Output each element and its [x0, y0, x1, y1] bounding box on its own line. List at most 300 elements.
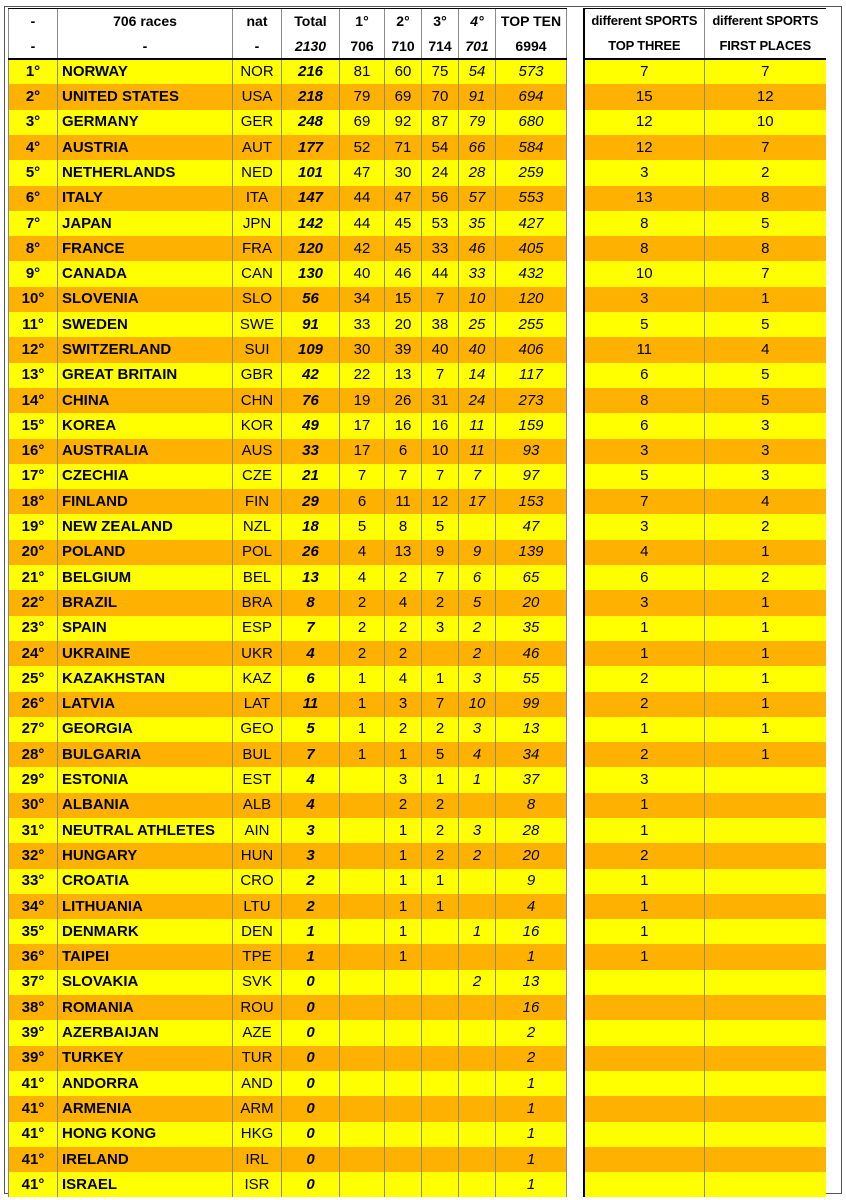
top-ten-cell: 159	[496, 413, 567, 438]
sports-top-three-cell: 6	[584, 413, 705, 438]
rank-cell: 41°	[9, 1096, 58, 1121]
sports-top-three-cell: 3	[584, 160, 705, 185]
rank-cell: 29°	[9, 767, 58, 792]
nat-code: CAN	[233, 261, 282, 286]
third-places-cell: 16	[422, 413, 459, 438]
table-row	[9, 135, 826, 160]
table-row	[9, 236, 826, 261]
third-places-cell: 38	[422, 312, 459, 337]
sports-first-places-cell	[705, 869, 826, 894]
country-name: CROATIA	[58, 869, 233, 894]
fourth-places-cell: 24	[459, 388, 496, 413]
top-ten-cell: 35	[496, 616, 567, 641]
second-places-cell: 4	[385, 590, 422, 615]
total-cell: 2	[282, 869, 340, 894]
fourth-places-cell: 57	[459, 186, 496, 211]
rank-cell: 23°	[9, 616, 58, 641]
table-row	[9, 59, 826, 84]
nat-code: JPN	[233, 211, 282, 236]
column-gap	[567, 1122, 584, 1147]
second-places-cell: 2	[385, 793, 422, 818]
total-cell: 147	[282, 186, 340, 211]
country-name: TAIPEI	[58, 944, 233, 969]
table-row	[9, 641, 826, 666]
third-places-cell	[422, 1071, 459, 1096]
nat-code: TPE	[233, 944, 282, 969]
sports-first-places-cell: 7	[705, 59, 826, 84]
second-places-cell: 13	[385, 363, 422, 388]
country-name: UKRAINE	[58, 641, 233, 666]
table-row	[9, 439, 826, 464]
table-row	[9, 1147, 826, 1172]
total-cell: 0	[282, 1147, 340, 1172]
nat-code: FIN	[233, 489, 282, 514]
total-cell: 8	[282, 590, 340, 615]
total-cell: 7	[282, 616, 340, 641]
fourth-places-cell	[459, 1172, 496, 1197]
sports-first-places-cell	[705, 843, 826, 868]
first-places-cell: 1	[340, 742, 385, 767]
sports-top-three-cell: 3	[584, 590, 705, 615]
sports-first-places-cell	[705, 1071, 826, 1096]
first-places-cell	[340, 970, 385, 995]
first-places-cell	[340, 767, 385, 792]
total-cell: 1	[282, 944, 340, 969]
second-places-cell: 4	[385, 666, 422, 691]
rank-cell: 11°	[9, 312, 58, 337]
fourth-places-cell: 4	[459, 742, 496, 767]
column-gap	[567, 793, 584, 818]
rank-cell: 41°	[9, 1122, 58, 1147]
total-cell: 109	[282, 337, 340, 362]
country-name: SWEDEN	[58, 312, 233, 337]
nat-code: HKG	[233, 1122, 282, 1147]
table-row	[9, 1020, 826, 1045]
top-ten-cell: 1	[496, 944, 567, 969]
rank-cell: 39°	[9, 1020, 58, 1045]
fourth-places-cell: 46	[459, 236, 496, 261]
fourth-places-cell: 11	[459, 439, 496, 464]
column-gap	[567, 590, 584, 615]
rank-cell: 41°	[9, 1172, 58, 1197]
top-ten-cell: 117	[496, 363, 567, 388]
third-places-cell: 56	[422, 186, 459, 211]
rank-cell: 14°	[9, 388, 58, 413]
top-ten-cell: 20	[496, 843, 567, 868]
sports-top-three-cell: 2	[584, 692, 705, 717]
country-name: NEUTRAL ATHLETES	[58, 818, 233, 843]
rank-cell: 32°	[9, 843, 58, 868]
nat-code: ROU	[233, 995, 282, 1020]
sports-first-places-cell: 2	[705, 514, 826, 539]
second-places-cell: 1	[385, 869, 422, 894]
first-places-cell: 1	[340, 666, 385, 691]
column-gap	[567, 34, 584, 59]
country-name: LITHUANIA	[58, 894, 233, 919]
sports-first-places-cell: 2	[705, 565, 826, 590]
third-places-cell: 10	[422, 439, 459, 464]
sports-first-places-cell: 8	[705, 186, 826, 211]
column-gap	[567, 287, 584, 312]
sports-top-three-cell	[584, 1172, 705, 1197]
sports-first-places-cell: 4	[705, 337, 826, 362]
fourth-places-cell: 2	[459, 641, 496, 666]
nat-code: ESP	[233, 616, 282, 641]
country-name: HUNGARY	[58, 843, 233, 868]
sports-first-places-cell	[705, 970, 826, 995]
table-row	[9, 944, 826, 969]
third-places-cell: 1	[422, 894, 459, 919]
sports-top-three-cell: 1	[584, 869, 705, 894]
third-places-cell	[422, 1172, 459, 1197]
country-name: KAZAKHSTAN	[58, 666, 233, 691]
subheader-top-ten: 6994	[496, 34, 567, 59]
table-row	[9, 211, 826, 236]
fourth-places-cell	[459, 1046, 496, 1071]
rank-cell: 4°	[9, 135, 58, 160]
column-gap	[567, 363, 584, 388]
column-gap	[567, 970, 584, 995]
top-ten-cell: 273	[496, 388, 567, 413]
country-name: CHINA	[58, 388, 233, 413]
column-gap	[567, 84, 584, 109]
subheader-first: 706	[340, 34, 385, 59]
country-name: BELGIUM	[58, 565, 233, 590]
second-places-cell: 15	[385, 287, 422, 312]
total-cell: 3	[282, 843, 340, 868]
third-places-cell: 24	[422, 160, 459, 185]
sports-top-three-cell: 13	[584, 186, 705, 211]
sports-top-three-cell: 12	[584, 135, 705, 160]
country-name: ALBANIA	[58, 793, 233, 818]
third-places-cell: 7	[422, 692, 459, 717]
second-places-cell: 3	[385, 767, 422, 792]
total-cell: 76	[282, 388, 340, 413]
total-cell: 142	[282, 211, 340, 236]
third-places-cell: 2	[422, 717, 459, 742]
table-row	[9, 616, 826, 641]
top-ten-cell: 37	[496, 767, 567, 792]
fourth-places-cell: 54	[459, 59, 496, 84]
third-places-cell: 9	[422, 540, 459, 565]
column-gap	[567, 312, 584, 337]
second-places-cell	[385, 995, 422, 1020]
top-ten-cell: 16	[496, 919, 567, 944]
sports-first-places-cell: 5	[705, 211, 826, 236]
total-cell: 0	[282, 1122, 340, 1147]
first-places-cell: 17	[340, 413, 385, 438]
nat-code: POL	[233, 540, 282, 565]
header-total: Total	[282, 9, 340, 34]
header-third: 3°	[422, 9, 459, 34]
sports-top-three-cell: 1	[584, 793, 705, 818]
column-gap	[567, 995, 584, 1020]
fourth-places-cell: 3	[459, 818, 496, 843]
fourth-places-cell: 66	[459, 135, 496, 160]
subheader-nat: -	[233, 34, 282, 59]
rank-cell: 9°	[9, 261, 58, 286]
total-cell: 3	[282, 818, 340, 843]
sports-top-three-cell: 1	[584, 717, 705, 742]
column-gap	[567, 9, 584, 34]
fourth-places-cell: 10	[459, 287, 496, 312]
country-name: SLOVENIA	[58, 287, 233, 312]
second-places-cell: 2	[385, 616, 422, 641]
second-places-cell: 1	[385, 843, 422, 868]
header-rank: -	[9, 9, 58, 34]
third-places-cell	[422, 641, 459, 666]
first-places-cell	[340, 869, 385, 894]
second-places-cell: 30	[385, 160, 422, 185]
fourth-places-cell: 25	[459, 312, 496, 337]
sports-first-places-cell	[705, 818, 826, 843]
table-row	[9, 869, 826, 894]
column-gap	[567, 514, 584, 539]
country-name: BULGARIA	[58, 742, 233, 767]
total-cell: 0	[282, 1096, 340, 1121]
top-ten-cell: 432	[496, 261, 567, 286]
country-name: CZECHIA	[58, 464, 233, 489]
sports-first-places-cell: 1	[705, 616, 826, 641]
country-name: HONG KONG	[58, 1122, 233, 1147]
second-places-cell	[385, 1071, 422, 1096]
subheader-first-places: FIRST PLACES	[705, 34, 826, 59]
sports-first-places-cell: 1	[705, 287, 826, 312]
top-ten-cell: 55	[496, 666, 567, 691]
sports-first-places-cell	[705, 1122, 826, 1147]
third-places-cell: 7	[422, 464, 459, 489]
rank-cell: 13°	[9, 363, 58, 388]
sports-first-places-cell: 5	[705, 363, 826, 388]
sports-first-places-cell: 1	[705, 692, 826, 717]
table-row	[9, 590, 826, 615]
sports-top-three-cell: 3	[584, 767, 705, 792]
sports-top-three-cell: 6	[584, 565, 705, 590]
rank-cell: 34°	[9, 894, 58, 919]
table-row	[9, 489, 826, 514]
table-row	[9, 565, 826, 590]
total-cell: 218	[282, 84, 340, 109]
top-ten-cell: 573	[496, 59, 567, 84]
third-places-cell: 54	[422, 135, 459, 160]
column-gap	[567, 540, 584, 565]
fourth-places-cell: 3	[459, 666, 496, 691]
rank-cell: 36°	[9, 944, 58, 969]
top-ten-cell: 2	[496, 1020, 567, 1045]
second-places-cell: 2	[385, 641, 422, 666]
total-cell: 0	[282, 1046, 340, 1071]
third-places-cell: 87	[422, 110, 459, 135]
table-row	[9, 464, 826, 489]
country-name: SLOVAKIA	[58, 970, 233, 995]
top-ten-cell: 120	[496, 287, 567, 312]
table-row	[9, 843, 826, 868]
fourth-places-cell: 2	[459, 843, 496, 868]
country-name: KOREA	[58, 413, 233, 438]
first-places-cell: 4	[340, 565, 385, 590]
second-places-cell	[385, 1046, 422, 1071]
fourth-places-cell: 9	[459, 540, 496, 565]
table-row	[9, 793, 826, 818]
sports-first-places-cell: 2	[705, 160, 826, 185]
total-cell: 4	[282, 793, 340, 818]
sports-top-three-cell: 5	[584, 464, 705, 489]
nat-code: IRL	[233, 1147, 282, 1172]
sports-top-three-cell	[584, 1122, 705, 1147]
total-cell: 13	[282, 565, 340, 590]
nat-code: AND	[233, 1071, 282, 1096]
total-cell: 18	[282, 514, 340, 539]
fourth-places-cell: 14	[459, 363, 496, 388]
country-name: FINLAND	[58, 489, 233, 514]
third-places-cell: 1	[422, 666, 459, 691]
second-places-cell: 2	[385, 565, 422, 590]
rank-cell: 25°	[9, 666, 58, 691]
second-places-cell: 71	[385, 135, 422, 160]
total-cell: 2	[282, 894, 340, 919]
total-cell: 4	[282, 641, 340, 666]
column-gap	[567, 818, 584, 843]
third-places-cell	[422, 1020, 459, 1045]
nat-code: KAZ	[233, 666, 282, 691]
subheader-name: -	[58, 34, 233, 59]
nat-code: AZE	[233, 1020, 282, 1045]
sports-top-three-cell: 10	[584, 261, 705, 286]
first-places-cell	[340, 1147, 385, 1172]
country-name: ISRAEL	[58, 1172, 233, 1197]
country-name: ANDORRA	[58, 1071, 233, 1096]
rank-cell: 35°	[9, 919, 58, 944]
fourth-places-cell	[459, 1147, 496, 1172]
rank-cell: 5°	[9, 160, 58, 185]
second-places-cell: 11	[385, 489, 422, 514]
country-name: NORWAY	[58, 59, 233, 84]
top-ten-cell: 9	[496, 869, 567, 894]
second-places-cell: 26	[385, 388, 422, 413]
subheader-total: 2130	[282, 34, 340, 59]
top-ten-cell: 405	[496, 236, 567, 261]
table-row	[9, 413, 826, 438]
fourth-places-cell	[459, 1122, 496, 1147]
second-places-cell: 20	[385, 312, 422, 337]
nat-code: ARM	[233, 1096, 282, 1121]
first-places-cell: 2	[340, 641, 385, 666]
third-places-cell: 7	[422, 565, 459, 590]
nat-code: USA	[233, 84, 282, 109]
third-places-cell: 2	[422, 818, 459, 843]
sports-first-places-cell: 1	[705, 641, 826, 666]
third-places-cell: 44	[422, 261, 459, 286]
column-gap	[567, 59, 584, 84]
top-ten-cell: 99	[496, 692, 567, 717]
nat-code: EST	[233, 767, 282, 792]
fourth-places-cell: 33	[459, 261, 496, 286]
top-ten-cell: 28	[496, 818, 567, 843]
third-places-cell: 53	[422, 211, 459, 236]
header-races: 706 races	[58, 9, 233, 34]
second-places-cell	[385, 1020, 422, 1045]
first-places-cell: 30	[340, 337, 385, 362]
total-cell: 7	[282, 742, 340, 767]
table-row	[9, 84, 826, 109]
sports-top-three-cell: 12	[584, 110, 705, 135]
nat-code: NED	[233, 160, 282, 185]
column-gap	[567, 717, 584, 742]
fourth-places-cell: 79	[459, 110, 496, 135]
table-row	[9, 818, 826, 843]
third-places-cell: 2	[422, 590, 459, 615]
first-places-cell: 52	[340, 135, 385, 160]
nat-code: GEO	[233, 717, 282, 742]
rank-cell: 20°	[9, 540, 58, 565]
third-places-cell: 5	[422, 514, 459, 539]
total-cell: 248	[282, 110, 340, 135]
sports-first-places-cell	[705, 995, 826, 1020]
third-places-cell: 2	[422, 843, 459, 868]
nat-code: ALB	[233, 793, 282, 818]
sports-first-places-cell: 5	[705, 312, 826, 337]
country-name: UNITED STATES	[58, 84, 233, 109]
fourth-places-cell	[459, 869, 496, 894]
column-gap	[567, 767, 584, 792]
fourth-places-cell	[459, 793, 496, 818]
rank-cell: 38°	[9, 995, 58, 1020]
fourth-places-cell: 5	[459, 590, 496, 615]
nat-code: DEN	[233, 919, 282, 944]
country-name: BRAZIL	[58, 590, 233, 615]
sports-top-three-cell: 3	[584, 439, 705, 464]
sports-top-three-cell	[584, 1046, 705, 1071]
header-row	[9, 9, 826, 34]
fourth-places-cell	[459, 995, 496, 1020]
top-ten-cell: 553	[496, 186, 567, 211]
sports-top-three-cell: 5	[584, 312, 705, 337]
sports-top-three-cell: 1	[584, 641, 705, 666]
sports-top-three-cell: 4	[584, 540, 705, 565]
third-places-cell: 33	[422, 236, 459, 261]
table-row	[9, 160, 826, 185]
third-places-cell	[422, 944, 459, 969]
third-places-cell: 1	[422, 767, 459, 792]
column-gap	[567, 1046, 584, 1071]
first-places-cell: 44	[340, 186, 385, 211]
nat-code: CRO	[233, 869, 282, 894]
nat-code: AIN	[233, 818, 282, 843]
table-row	[9, 919, 826, 944]
sports-first-places-cell: 5	[705, 388, 826, 413]
third-places-cell	[422, 1122, 459, 1147]
rank-cell: 16°	[9, 439, 58, 464]
rank-cell: 22°	[9, 590, 58, 615]
first-places-cell: 40	[340, 261, 385, 286]
total-cell: 1	[282, 919, 340, 944]
header-top-ten: TOP TEN	[496, 9, 567, 34]
column-gap	[567, 211, 584, 236]
header-first: 1°	[340, 9, 385, 34]
first-places-cell: 34	[340, 287, 385, 312]
first-places-cell: 2	[340, 590, 385, 615]
sports-top-three-cell: 8	[584, 236, 705, 261]
nat-code: FRA	[233, 236, 282, 261]
fourth-places-cell	[459, 894, 496, 919]
first-places-cell	[340, 1172, 385, 1197]
total-cell: 4	[282, 767, 340, 792]
second-places-cell	[385, 1172, 422, 1197]
top-ten-cell: 1	[496, 1122, 567, 1147]
top-ten-cell: 694	[496, 84, 567, 109]
first-places-cell: 6	[340, 489, 385, 514]
fourth-places-cell: 3	[459, 717, 496, 742]
